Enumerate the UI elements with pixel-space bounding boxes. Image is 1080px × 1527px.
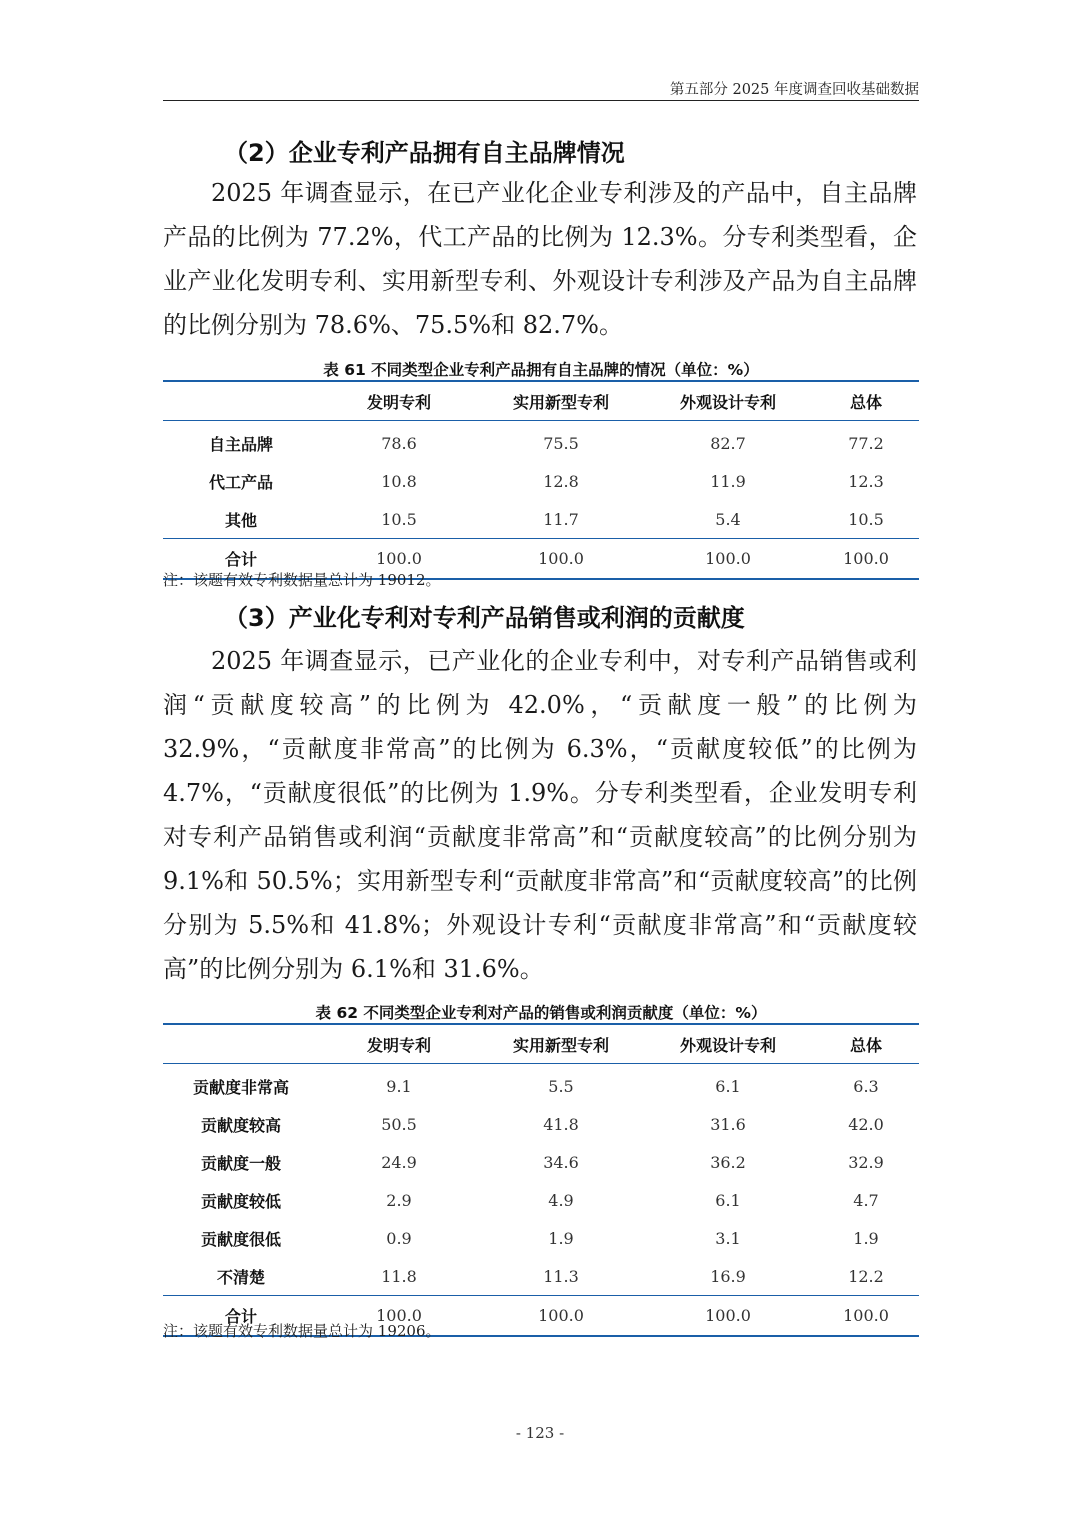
table-62-caption: 表 62 不同类型企业专利对产品的销售或利润贡献度（单位：%）: [315, 1004, 767, 1022]
row-label: 其他: [224, 510, 257, 530]
table-cell: 11.9: [710, 471, 746, 491]
page-number: - 123 -: [515, 1424, 565, 1442]
table-header-cell: 发明专利: [319, 1024, 479, 1064]
table-cell: 10.5: [848, 509, 884, 529]
table-cell: 100.0: [479, 1296, 643, 1337]
table-cell: 4.7: [853, 1190, 879, 1210]
table-cell: 6.1: [715, 1190, 741, 1210]
table-cell: 9.1: [386, 1076, 412, 1096]
page-header: [163, 78, 919, 101]
table-header-cell: 实用新型专利: [479, 1024, 643, 1064]
row-label: 自主品牌: [208, 434, 273, 454]
table-cell: 100.0: [643, 539, 813, 580]
table-62: [163, 1023, 919, 1337]
table-cell: 0.9: [386, 1228, 412, 1248]
table-cell: 42.0: [848, 1114, 884, 1134]
table-header-cell: 外观设计专利: [643, 381, 813, 421]
table-cell: 5.4: [715, 509, 741, 529]
table-cell: 11.3: [543, 1266, 579, 1286]
table-cell: 1.9: [853, 1228, 879, 1248]
table-header-cell: 实用新型专利: [479, 381, 643, 421]
section-2-paragraph-text: 2025 年调查显示，在已产业化企业专利涉及的产品中，自主品牌产品的比例为 77.2%，代工产品的比例为 12.3%。分专利类型看，企业产业化发明专利、实用新型专利、外观设计专利涉及产品为自主品牌的比例分别为 78.6%、75.5%和 82.7%。: [163, 179, 917, 339]
table-62-header-row: [163, 1024, 919, 1064]
section-2-title: （2）企业专利产品拥有自主品牌情况: [224, 139, 625, 167]
table-cell: 34.6: [543, 1152, 579, 1172]
row-label: 代工产品: [208, 472, 273, 492]
row-label: 贡献度较高: [200, 1115, 281, 1135]
table-cell: 82.7: [710, 433, 746, 453]
table-cell: 12.3: [848, 471, 884, 491]
table-cell: 77.2: [848, 433, 884, 453]
row-label: 贡献度非常高: [192, 1077, 289, 1097]
table-row: [163, 1105, 919, 1143]
table-cell: 11.8: [381, 1266, 417, 1286]
row-label: 不清楚: [216, 1267, 265, 1287]
table-cell: 1.9: [548, 1228, 574, 1248]
table-cell: 75.5: [543, 433, 579, 453]
table-header-cell: 发明专利: [319, 381, 479, 421]
table-row: [163, 1219, 919, 1257]
table-cell: 36.2: [710, 1152, 746, 1172]
table-header-cell: 总体: [813, 1024, 919, 1064]
table-row: [163, 1064, 919, 1106]
table-cell: 6.3: [853, 1076, 879, 1096]
table-row: [163, 1181, 919, 1219]
header-text: 第五部分 2025 年度调查回收基础数据: [669, 82, 919, 98]
table-cell: 100.0: [319, 539, 479, 580]
table-61: [163, 380, 919, 580]
table-cell: 6.1: [715, 1076, 741, 1096]
table-61-header-row: [163, 381, 919, 421]
table-61-note: 注：该题有效专利数据量总计为 19012。: [163, 571, 441, 589]
table-cell: 16.9: [710, 1266, 746, 1286]
row-label: 贡献度较低: [200, 1191, 281, 1211]
section-2-paragraph: [163, 171, 917, 347]
table-61-caption: 表 61 不同类型企业专利产品拥有自主品牌的情况（单位：%）: [323, 361, 759, 379]
table-cell: 10.8: [381, 471, 417, 491]
table-cell: 100.0: [813, 1296, 919, 1337]
table-cell: 32.9: [848, 1152, 884, 1172]
table-header-cell: 总体: [813, 381, 919, 421]
section-3-title: （3）产业化专利对专利产品销售或利润的贡献度: [224, 604, 745, 632]
table-cell: 100.0: [643, 1296, 813, 1337]
table-cell: 31.6: [710, 1114, 746, 1134]
table-cell: 50.5: [381, 1114, 417, 1134]
table-cell: 100.0: [319, 1296, 479, 1337]
table-row: [163, 1143, 919, 1181]
table-cell: 24.9: [381, 1152, 417, 1172]
table-cell: 11.7: [543, 509, 579, 529]
table-header-cell: 外观设计专利: [643, 1024, 813, 1064]
table-row: [163, 421, 919, 463]
table-cell: 10.5: [381, 509, 417, 529]
table-cell: 100.0: [813, 539, 919, 580]
row-label: 贡献度一般: [200, 1153, 281, 1173]
table-cell: 12.8: [543, 471, 579, 491]
table-cell: 5.5: [548, 1076, 574, 1096]
table-cell: 78.6: [381, 433, 417, 453]
table-header-cell: [163, 381, 319, 421]
table-cell: 100.0: [479, 539, 643, 580]
table-cell: 41.8: [543, 1114, 579, 1134]
section-3-paragraph-text: 2025 年调查显示，已产业化的企业专利中，对专利产品销售或利润“贡献度较高”的比例为 42.0%，“贡献度一般”的比例为 32.9%，“贡献度非常高”的比例为 6.3%，“贡献度较低”的比例为 4.7%，“贡献度很低”的比例为 1.9%。分专利类型看，企业发明专利对专利产品销售或利润“贡献度非常高”和“贡献度较高”的比例分别为 9.1%和 50.5%；实用新型专利“贡献度非常高”和“贡献度较高”的比例分别为 5.5%和 41.8%；外观设计专利“贡献度非常高”和“贡献度较高”的比例分别为 6.1%和 31.6%。: [163, 647, 917, 983]
table-row: [163, 500, 919, 539]
row-label: 合计: [163, 539, 319, 580]
table-cell: 2.9: [386, 1190, 412, 1210]
table-row: [163, 462, 919, 500]
section-3-paragraph: [163, 639, 917, 991]
table-cell: 4.9: [548, 1190, 574, 1210]
table-row: [163, 1257, 919, 1296]
table-header-cell: [163, 1024, 319, 1064]
row-label: 贡献度很低: [200, 1229, 281, 1249]
table-cell: 3.1: [715, 1228, 741, 1248]
row-label: 合计: [163, 1296, 319, 1337]
table-cell: 12.2: [848, 1266, 884, 1286]
table-62-note: 注：该题有效专利数据量总计为 19206。: [163, 1322, 441, 1340]
